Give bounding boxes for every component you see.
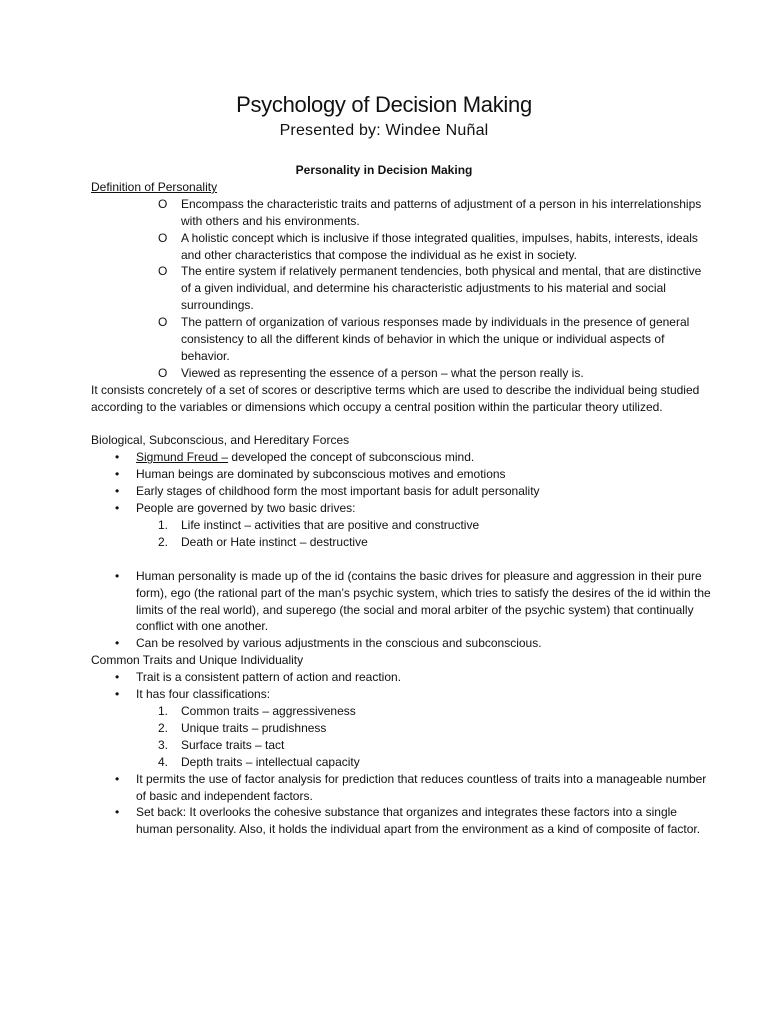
- circle-bullet-icon: O: [158, 264, 168, 279]
- list-item-text: Death or Hate instinct – destructive: [181, 534, 368, 549]
- list-item-text: The entire system if relatively permanent tendencies, both physical and mental, that are distinctive of a given individual, and determine his characteristic adjustments to his material and social surroundings.: [181, 264, 702, 313]
- circle-bullet-icon: O: [158, 230, 168, 245]
- list-item: [91, 754, 711, 771]
- list-item-text: It has four classifications:: [136, 687, 271, 702]
- list-number: 3.: [158, 737, 169, 752]
- spacer: [91, 551, 711, 568]
- list-item-text: Depth traits – intellectual capacity: [181, 754, 360, 769]
- list-item: [91, 720, 711, 737]
- list-item: [91, 568, 711, 636]
- list-item: [91, 686, 711, 771]
- bullet-icon: •: [115, 568, 120, 583]
- list-item-text: It permits the use of factor analysis for prediction that reduces countless of traits into a manageable number of basic and independent factors.: [136, 771, 707, 803]
- bullet-icon: •: [115, 484, 120, 499]
- bullet-icon: •: [115, 450, 120, 465]
- list-item-text: developed the concept of subconscious mind.: [228, 450, 475, 465]
- list-item: [91, 196, 711, 230]
- list-item: [91, 483, 711, 500]
- list-item: [91, 500, 711, 551]
- list-number: 2.: [158, 534, 169, 549]
- traits-heading: Common Traits and Unique Individuality: [91, 653, 304, 668]
- document-title: Psychology of Decision Making: [236, 92, 532, 117]
- list-item-text: Common traits – aggressiveness: [181, 703, 356, 718]
- list-item-text: Surface traits – tact: [181, 737, 285, 752]
- definition-list: [91, 196, 711, 382]
- list-item: [91, 230, 711, 264]
- list-item-text: The pattern of organization of various responses made by individuals in the presence of general consistency to all the different kinds of behavior in which the unique or individual aspects of behavior.: [181, 315, 690, 363]
- list-item: [91, 804, 711, 838]
- traits-list: [91, 669, 711, 838]
- bullet-icon: •: [115, 467, 120, 482]
- list-item-text: People are governed by two basic drives:: [136, 501, 356, 516]
- biological-list: [91, 449, 711, 550]
- freud-name: Sigmund Freud –: [136, 450, 229, 465]
- list-item: [91, 517, 711, 534]
- list-item: [91, 314, 711, 365]
- list-item: [91, 669, 711, 686]
- list-number: 1.: [158, 703, 169, 718]
- list-number: 1.: [158, 518, 169, 533]
- definition-heading: Definition of Personality: [91, 179, 218, 194]
- definition-summary: It consists concretely of a set of scores or descriptive terms which are used to describe the individual being studied according to the variables or dimensions which occupy a central position within the particular theory utilized.: [91, 382, 700, 414]
- list-item: [91, 703, 711, 720]
- list-item: [91, 263, 711, 314]
- section-heading: Personality in Decision Making: [295, 163, 473, 177]
- bullet-icon: •: [115, 771, 120, 786]
- bullet-icon: •: [115, 636, 120, 651]
- bullet-icon: •: [115, 501, 120, 516]
- list-item: [91, 771, 711, 805]
- list-item: [91, 534, 711, 551]
- list-item-text: Life instinct – activities that are positive and constructive: [181, 518, 480, 533]
- circle-bullet-icon: O: [158, 365, 168, 380]
- bullet-icon: •: [115, 687, 120, 702]
- list-item: [91, 635, 711, 652]
- list-item-text: Human beings are dominated by subconscious motives and emotions: [136, 467, 506, 482]
- biological-heading: Biological, Subconscious, and Hereditary Forces: [91, 433, 350, 448]
- personality-structure-list: [91, 568, 711, 653]
- document-subtitle: Presented by: Windee Nuñal: [279, 122, 489, 139]
- spacer: [91, 416, 711, 433]
- list-item: [91, 466, 711, 483]
- circle-bullet-icon: O: [158, 196, 168, 211]
- circle-bullet-icon: O: [158, 315, 168, 330]
- list-item-text: Set back: It overlooks the cohesive substance that organizes and integrates these factors into a single human personality. Also, it holds the individual apart from the environment as a kind of composite of factor.: [136, 805, 701, 837]
- bullet-icon: •: [115, 670, 120, 685]
- list-item-text: Human personality is made up of the id (contains the basic drives for pleasure and aggression in their pure form), ego (the rational part of the man’s psychic system, which tries to satisfy the desires of the id within the limits of the real world), and superego (the social and moral arbiter of the psychic system) that continually conflict with one another.: [136, 568, 711, 634]
- list-item-text: A holistic concept which is inclusive if those integrated qualities, impulses, habits, interests, ideals and other characteristics that compose the individual as he exist in society.: [181, 230, 698, 262]
- list-item: [91, 365, 711, 382]
- list-item: [91, 737, 711, 754]
- list-item: [91, 449, 711, 466]
- list-number: 2.: [158, 720, 169, 735]
- classifications-list: [91, 703, 711, 771]
- list-item-text: Encompass the characteristic traits and patterns of adjustment of a person in his interrelationships with others and his environments.: [181, 196, 702, 228]
- list-item-text: Trait is a consistent pattern of action and reaction.: [136, 670, 402, 685]
- drives-list: [91, 517, 711, 551]
- bullet-icon: •: [115, 805, 120, 820]
- document-body: [91, 162, 711, 838]
- list-item-text: Unique traits – prudishness: [181, 720, 327, 735]
- list-item-text: Can be resolved by various adjustments in the conscious and subconscious.: [136, 636, 542, 651]
- list-item-text: Viewed as representing the essence of a person – what the person really is.: [181, 365, 584, 380]
- list-item-text: Early stages of childhood form the most important basis for adult personality: [136, 484, 540, 499]
- list-number: 4.: [158, 754, 169, 769]
